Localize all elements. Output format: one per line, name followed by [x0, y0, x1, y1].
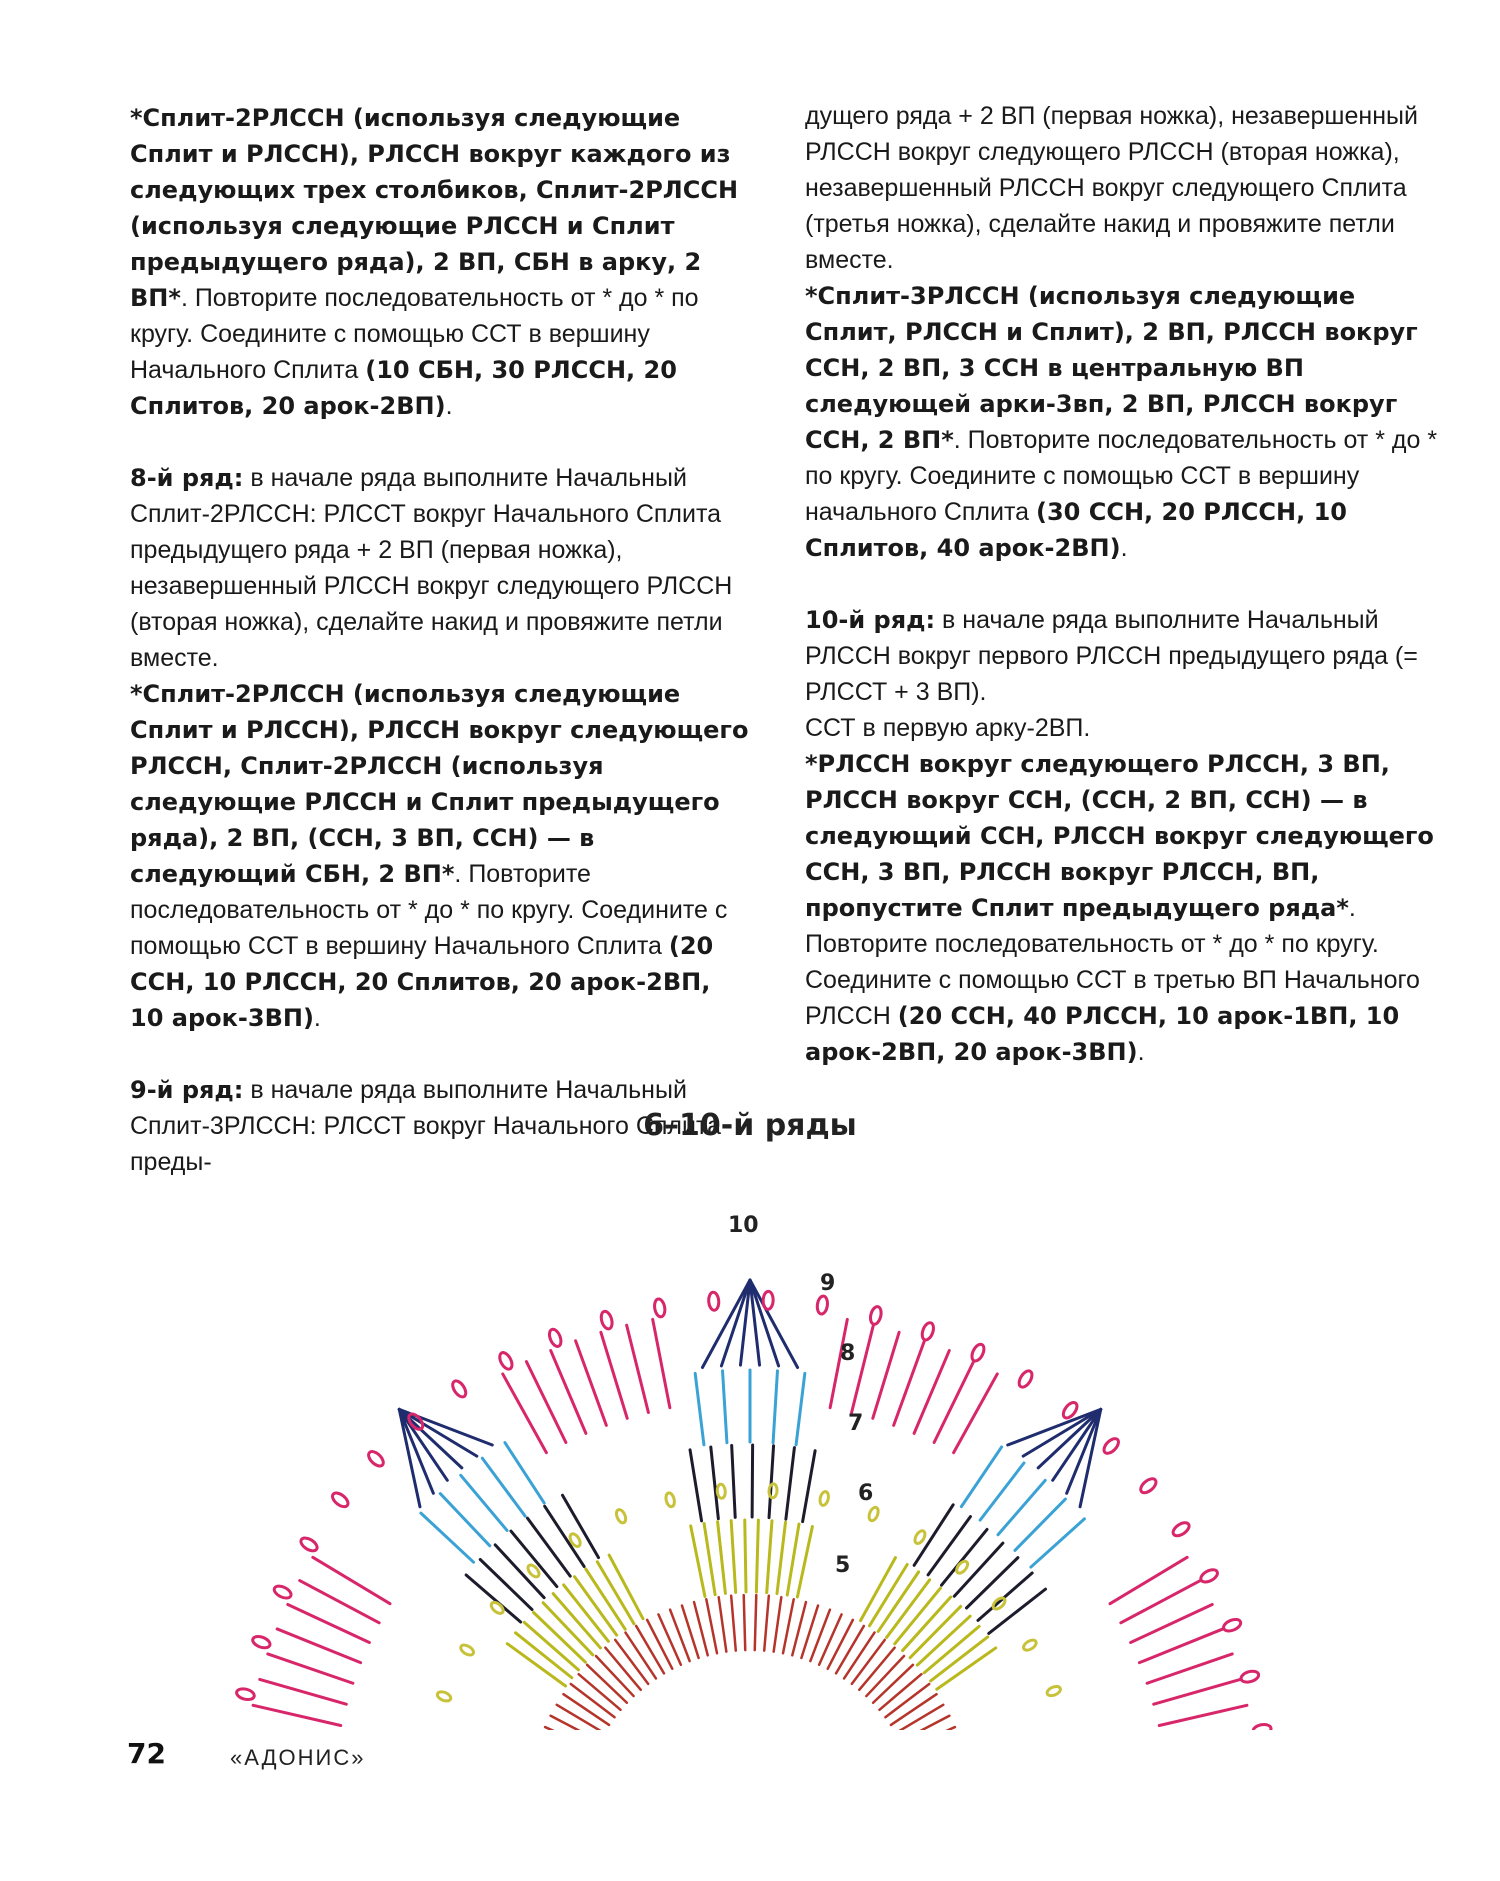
row10-label: 10-й ряд: [805, 606, 936, 634]
row7-stitch [563, 1495, 599, 1557]
row5-stitch [828, 1620, 853, 1669]
row-number-6: 6 [858, 1481, 874, 1506]
row9-label: 9-й ряд: [130, 1076, 244, 1104]
period: . [1120, 534, 1128, 562]
row5-stitch [647, 1620, 672, 1669]
row7-stitch [711, 1447, 719, 1519]
row5-stitch [744, 1595, 746, 1650]
row7-instructions: . Повторите последовательность от * до * по кругу. Соедините с помощью ССТ в вершину Начального Сплита [130, 284, 699, 384]
chain-loop [436, 1690, 452, 1703]
row9-intro-continued: дущего ряда + 2 ВП (первая ножка), незавершенный РЛССН вокруг следующего РЛССН (вторая ножка), незавершенный РЛССН вокруг следующего Сплита (третья ножка), сделайте накид и провяжите петли вместе. [805, 102, 1418, 274]
row7-stitch [752, 1445, 753, 1517]
row5-stitch [783, 1599, 794, 1653]
chain-loop [1046, 1685, 1062, 1698]
row5-stitch [636, 1626, 664, 1673]
diagram-title: 6–10-й ряды [643, 1108, 857, 1143]
row10-stitch [313, 1557, 390, 1603]
row10-instructions: . Повторите последовательность от * до * по кругу. Соедините с помощью ССТ в третью ВП Начального РЛССН [805, 894, 1420, 1030]
row5-stitch [764, 1596, 769, 1651]
row10-stitch [1159, 1705, 1247, 1725]
chain-loop [366, 1449, 386, 1469]
row9-pattern-bold: *Сплит-3РЛССН (используя следующие Сплит, РЛССН и Сплит), 2 ВП, РЛССН вокруг ССН, 2 ВП, 3 ССН в центральную ВП следующей арки-3вп, 2 ВП, РЛССН вокруг ССН, 2 ВП* [805, 282, 1418, 454]
row6-stitch [691, 1526, 705, 1597]
row7-stitch [466, 1575, 521, 1622]
row5-stitch [719, 1597, 727, 1651]
chain-loop [869, 1306, 883, 1326]
row-number-8: 8 [840, 1341, 856, 1366]
chain-loop [920, 1321, 936, 1341]
row7-stitch [914, 1505, 953, 1566]
row5-stitch [625, 1633, 655, 1679]
period: . [1137, 1038, 1145, 1066]
row10-stitch [1154, 1679, 1241, 1704]
row7-stitch [966, 1558, 1017, 1608]
row7-stitch [942, 1529, 988, 1585]
row5-stitch [545, 1727, 595, 1730]
row6-stitch [797, 1527, 812, 1597]
chain-loop [1222, 1617, 1242, 1633]
row8-stitch [505, 1443, 544, 1503]
row10-stitch [1110, 1557, 1187, 1603]
row10-stitch [873, 1332, 899, 1418]
chain-loop [1199, 1567, 1220, 1584]
row9-stitch [1008, 1409, 1101, 1445]
row9-stitch [399, 1409, 477, 1456]
row10-stitch [852, 1325, 874, 1412]
chain-loop [819, 1491, 830, 1506]
row7-pattern-bold: *Сплит-2РЛССН (используя следующие Сплит и РЛССН), РЛССН вокруг каждого из следующих трех столбиков, Сплит-2РЛССН (используя следующие РЛССН и Сплит предыдущего ряда), 2 ВП, СБН в арку, 2 ВП* [130, 104, 739, 312]
row6-stitch [745, 1520, 746, 1592]
chain-loop [653, 1298, 666, 1317]
chain-loop [1022, 1638, 1038, 1652]
row8-totals: (20 ССН, 10 РЛССН, 20 Сплитов, 20 арок-2ВП, 10 арок-3ВП) [130, 932, 714, 1032]
paragraph-row7-end [130, 100, 750, 424]
row8-label: 8-й ряд: [130, 464, 244, 492]
row10-intro: в начале ряда выполните Начальный РЛССН вокруг первого РЛССН предыдущего ряда (= РЛССТ + 3 ВП). [805, 606, 1418, 706]
row5-stitch [551, 1716, 600, 1730]
chain-loop [459, 1643, 475, 1657]
row10-stitch [253, 1705, 341, 1725]
row7-stitch [928, 1517, 970, 1575]
row7-stitch [769, 1446, 774, 1518]
row8-intro: в начале ряда выполните Начальный Сплит-2РЛССН: РЛССТ вокруг Начального Сплита предыдущего ряда + 2 ВП (первая ножка), незавершенный РЛССН вокруг следующего РЛССН (вторая ножка), сделайте накид и провяжите петли вместе. [130, 464, 733, 672]
row5-stitch [706, 1599, 717, 1653]
row9-totals: (30 ССН, 20 РЛССН, 10 Сплитов, 40 арок-2ВП) [805, 498, 1347, 562]
row10-totals: (20 ССН, 40 РЛССН, 10 арок-1ВП, 10 арок-2ВП, 20 арок-3ВП) [805, 1002, 1400, 1066]
row5-stitch [563, 1694, 609, 1725]
chain-loop [955, 1559, 970, 1575]
period: . [445, 392, 453, 420]
row6-stitch [767, 1521, 772, 1593]
chain-loop [717, 1484, 726, 1499]
row5-stitch [901, 1716, 950, 1730]
left-column [130, 100, 750, 1180]
chain-loop [299, 1535, 320, 1553]
row8-pattern-bold: *Сплит-2РЛССН (используя следующие Сплит и РЛССН), РЛССН вокруг следующего РЛССН, Сплит-2РЛССН (используя следующие РЛССН и Сплит предыдущего ряда), 2 ВП, (ССН, 3 ВП, ССН) — в следующий СБН, 2 ВП* [130, 680, 749, 888]
chain-loop [769, 1484, 778, 1499]
paragraph-row10-pattern [805, 746, 1445, 1070]
row5-stitch [731, 1596, 736, 1651]
row-number-9: 9 [820, 1271, 836, 1296]
row6-stitch [787, 1524, 799, 1595]
row10-stitch [627, 1325, 649, 1412]
row5-stitch [819, 1614, 841, 1664]
paragraph-row9-pattern [805, 278, 1445, 566]
row-number-7: 7 [848, 1411, 864, 1436]
row7-stitch [511, 1531, 557, 1586]
row5-stitch [774, 1597, 782, 1651]
chain-loop [708, 1292, 719, 1311]
paragraph-row8 [130, 460, 750, 676]
row10-stitch [268, 1654, 353, 1683]
row10-stitch [1147, 1654, 1232, 1683]
chain-loop [406, 1412, 425, 1432]
chain-loop [665, 1492, 676, 1508]
chain-loop [330, 1490, 350, 1509]
row10-stitch [894, 1341, 925, 1426]
chain-loop [450, 1379, 468, 1400]
row6-stitch [731, 1521, 736, 1593]
row5-stitch [658, 1614, 680, 1664]
row7-stitch [978, 1573, 1032, 1620]
right-column [805, 98, 1445, 1070]
row10-line2: ССТ в первую арку-2ВП. [805, 714, 1091, 742]
chain-loop [763, 1291, 774, 1309]
row10-pattern-bold: *РЛССН вокруг следующего РЛССН, 3 ВП, РЛССН вокруг ССН, (ССН, 2 ВП, ССН) — в следующий ССН, РЛССН вокруг следующего ССН, 3 ВП, РЛССН вокруг РЛССН, ВП, пропустите Сплит предыдущего ряда* [805, 750, 1434, 922]
row10-stitch [260, 1679, 347, 1704]
chain-loop [1240, 1669, 1260, 1684]
row7-totals: (10 СБН, 30 РЛССН, 20 Сплитов, 20 арок-2ВП) [130, 356, 677, 420]
chain-loop [272, 1584, 293, 1601]
chain-loop [1101, 1436, 1121, 1456]
chain-loop [816, 1295, 828, 1314]
row5-stitch [844, 1633, 874, 1679]
row7-stitch [690, 1450, 702, 1521]
row7-stitch [803, 1451, 816, 1522]
row7-stitch [480, 1560, 532, 1610]
chain-loop [599, 1310, 614, 1330]
row8-stitch [796, 1373, 805, 1444]
chain-loop [497, 1351, 514, 1372]
row9-stitch [1023, 1409, 1101, 1456]
row8-stitch [723, 1371, 727, 1443]
chain-loop [867, 1506, 880, 1522]
row5-stitch [836, 1626, 864, 1673]
chain-loop [1171, 1520, 1192, 1538]
row7-stitch [989, 1589, 1046, 1633]
row7-stitch [954, 1543, 1003, 1596]
chain-loop [489, 1600, 505, 1615]
chain-loop [913, 1529, 927, 1545]
row5-stitch [905, 1727, 955, 1730]
row10-stitch [576, 1341, 607, 1426]
chain-loop [251, 1634, 271, 1650]
chain-loop [547, 1328, 563, 1348]
row8-stitch [695, 1373, 704, 1444]
row10-stitch [653, 1319, 670, 1407]
row8-stitch [773, 1371, 777, 1443]
row6-stitch [718, 1522, 726, 1594]
row5-stitch [891, 1694, 937, 1725]
paragraph-row8-pattern [130, 676, 750, 1036]
row7-stitch [786, 1448, 795, 1519]
chain-loop [1138, 1476, 1158, 1495]
row-number-5: 5 [835, 1553, 851, 1578]
paragraph-row10 [805, 602, 1445, 710]
book-title: «АДОНИС» [230, 1745, 366, 1770]
row6-stitch [777, 1522, 786, 1593]
chain-loop [615, 1508, 628, 1524]
chain-loop [1017, 1369, 1035, 1390]
chain-loop [236, 1687, 256, 1701]
row6-stitch [704, 1524, 715, 1595]
row5-stitch [755, 1595, 757, 1650]
row9-instructions: . Повторите последовательность от * до * по кругу. Соедините с помощью ССТ в вершину начального Сплита [805, 426, 1438, 526]
row7-stitch [732, 1445, 736, 1517]
period: . [313, 1004, 321, 1032]
chain-loop [1252, 1723, 1271, 1730]
chain-loop [970, 1342, 987, 1363]
row8-instructions: . Повторите последовательность от * до * по кругу. Соедините с помощью ССТ в вершину Начального Сплита [130, 860, 728, 960]
row-number-10: 10 [728, 1213, 759, 1238]
row10-stitch [601, 1332, 627, 1418]
page-number: 72 [127, 1737, 166, 1770]
crochet-diagram [0, 1180, 1500, 1730]
row6-stitch [756, 1520, 758, 1592]
row9-intro: в начале ряда выполните Начальный Сплит-3РЛССН: РЛССТ вокруг Начального Сплита преды- [130, 1076, 722, 1176]
